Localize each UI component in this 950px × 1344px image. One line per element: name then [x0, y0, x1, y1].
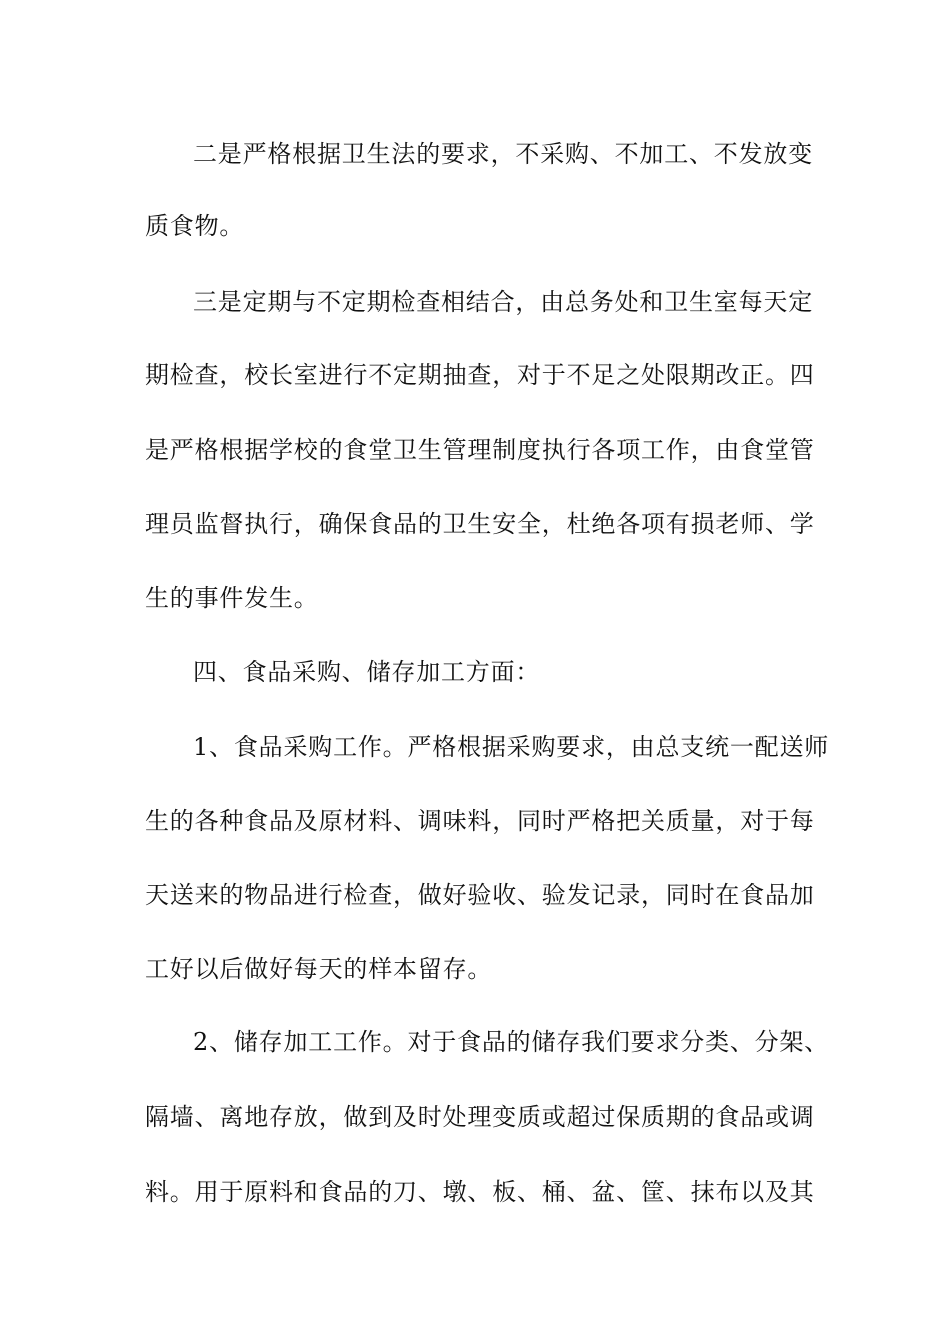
paragraph-line: 天送来的物品进行检查，做好验收、验发记录，同时在食品加 [145, 881, 815, 909]
paragraph-line: 工好以后做好每天的样本留存。 [145, 955, 493, 983]
paragraph-line: 期检查，校长室进行不定期抽查，对于不足之处限期改正。四 [145, 361, 815, 389]
paragraph-line: 质食物。 [145, 212, 245, 240]
paragraph-line: 是严格根据学校的食堂卫生管理制度执行各项工作，由食堂管 [145, 436, 815, 464]
paragraph-line: 生的各种食品及原材料、调味料，同时严格把关质量，对于每 [145, 807, 815, 835]
paragraph-line: 生的事件发生。 [145, 584, 319, 612]
paragraph-line: 二是严格根据卫生法的要求，不采购、不加工、不发放变 [193, 140, 813, 168]
paragraph-line: 1、食品采购工作。严格根据采购要求，由总支统一配送师 [193, 733, 830, 761]
section-heading: 四、食品采购、储存加工方面： [193, 658, 541, 686]
paragraph-line: 2、储存加工工作。对于食品的储存我们要求分类、分架、 [193, 1028, 830, 1056]
paragraph-line: 料。用于原料和食品的刀、墩、板、桶、盆、筐、抹布以及其 [145, 1178, 815, 1206]
paragraph-line: 三是定期与不定期检查相结合，由总务处和卫生室每天定 [193, 288, 813, 316]
paragraph-line: 隔墙、离地存放，做到及时处理变质或超过保质期的食品或调 [145, 1103, 815, 1131]
paragraph-line: 理员监督执行，确保食品的卫生安全，杜绝各项有损老师、学 [145, 510, 815, 538]
